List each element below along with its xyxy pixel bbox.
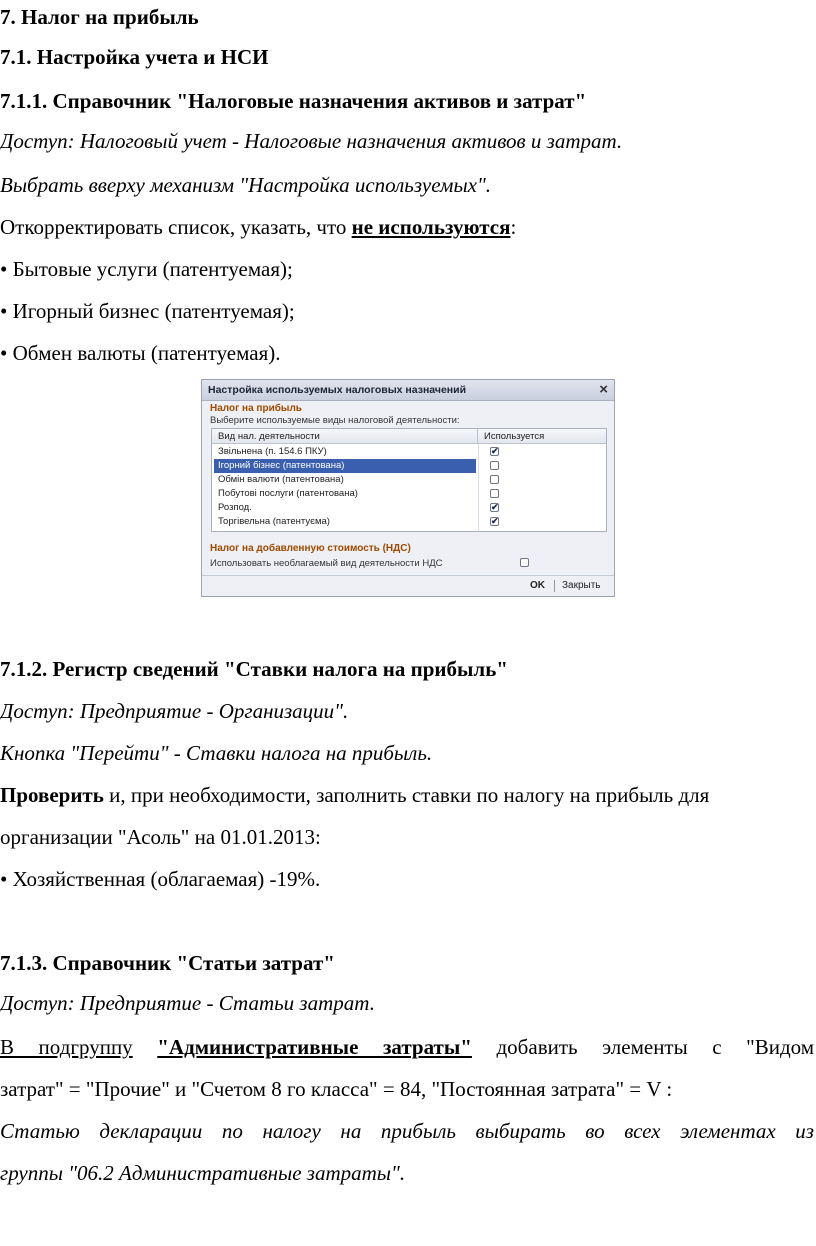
- used-checkbox[interactable]: [490, 489, 499, 498]
- correct-text-pre: Откорректировать список, указать, что: [0, 215, 352, 239]
- correct-text-emph: не используются: [351, 215, 511, 239]
- used-checkbox[interactable]: [490, 461, 499, 470]
- dialog-title: Настройка используемых налоговых назначений: [208, 384, 467, 396]
- table-row[interactable]: [212, 445, 606, 459]
- paragraph-italic-line: Статью декларации по налогу на прибыль выбирать во всех элементах из: [0, 1119, 814, 1143]
- row-label: Обмін валюти (патентована): [218, 474, 344, 485]
- access-text: Доступ: Налоговый учет - Налоговые назначения активов и затрат.: [0, 129, 623, 153]
- table-row[interactable]: [212, 501, 606, 515]
- used-checkbox[interactable]: ✔: [491, 502, 499, 512]
- paragraph-rest: добавить элементы с "Видом: [496, 1035, 815, 1059]
- bullet-item: • Игорный бизнес (патентуемая);: [0, 299, 295, 323]
- paragraph-underlined: В подгруппу: [0, 1035, 133, 1059]
- check-text-line2: организации "Асоль" на 01.01.2013:: [0, 825, 321, 849]
- used-checkbox[interactable]: [490, 475, 499, 484]
- correct-text: [0, 214, 516, 240]
- used-checkbox[interactable]: ✔: [491, 516, 499, 526]
- vat-option-checkbox[interactable]: [520, 558, 529, 567]
- table-row[interactable]: [212, 473, 606, 487]
- paragraph-italic-line: группы "06.2 Административные затраты".: [0, 1161, 406, 1185]
- heading-7-1-2: 7.1.2. Регистр сведений "Ставки налога на прибыль": [0, 657, 508, 681]
- bullet-item: • Обмен валюты (патентуемая).: [0, 341, 281, 365]
- row-label: Ігорний бізнес (патентована): [214, 459, 476, 473]
- ok-button[interactable]: OK: [530, 580, 545, 591]
- row-label: Розпод.: [218, 502, 252, 513]
- table-row[interactable]: [212, 515, 606, 529]
- close-icon[interactable]: ×: [599, 381, 608, 398]
- group-vat: Налог на добавленную стоимость (НДС): [210, 543, 411, 554]
- access-text: Доступ: Предприятие - Организации".: [0, 699, 349, 723]
- settings-dialog: [201, 379, 615, 597]
- tax-activity-table: [211, 428, 607, 532]
- dialog-hint: Выберите используемые виды налоговой деятельности:: [210, 415, 460, 426]
- dialog-titlebar: [202, 380, 614, 401]
- correct-text-post: :: [510, 215, 517, 239]
- button-text: Кнопка "Перейти" - Ставки налога на прибыль.: [0, 741, 433, 765]
- bullet-item: • Бытовые услуги (патентуемая);: [0, 257, 293, 281]
- access-text: Доступ: Предприятие - Статьи затрат.: [0, 991, 375, 1015]
- group-profit-tax: Налог на прибыль: [210, 403, 302, 414]
- table-row[interactable]: [212, 459, 606, 473]
- check-text-rest: и, при необходимости, заполнить ставки по налогу на прибыль для: [103, 783, 710, 807]
- footer-divider: [554, 580, 555, 592]
- paragraph-emph: "Административные затраты": [157, 1035, 472, 1059]
- table-row[interactable]: [212, 487, 606, 501]
- column-header-kind[interactable]: Вид нал. деятельности: [212, 429, 478, 444]
- column-header-used[interactable]: Используется: [478, 429, 606, 444]
- vat-option-label: Использовать необлагаемый вид деятельности НДС: [210, 558, 443, 569]
- subsection-title: 7.1. Настройка учета и НСИ: [0, 45, 269, 69]
- row-label: Торгівельна (патентуєма): [218, 516, 330, 527]
- used-checkbox[interactable]: ✔: [491, 446, 499, 456]
- choose-text: Выбрать вверху механизм "Настройка используемых".: [0, 173, 492, 197]
- row-label: Звільнена (п. 154.6 ПКУ): [218, 446, 327, 457]
- row-label: Побутові послуги (патентована): [218, 488, 358, 499]
- close-button[interactable]: Закрыть: [562, 580, 601, 591]
- heading-7-1-1: 7.1.1. Справочник "Налоговые назначения активов и затрат": [0, 89, 587, 113]
- heading-7-1-3: 7.1.3. Справочник "Статьи затрат": [0, 951, 335, 975]
- check-text: [0, 782, 709, 808]
- bullet-item: • Хозяйственная (облагаемая) -19%.: [0, 867, 321, 891]
- section-title: 7. Налог на прибыль: [0, 5, 199, 29]
- dialog-footer: [202, 575, 614, 597]
- paragraph-line: [0, 1034, 814, 1060]
- paragraph-line: затрат" = "Прочие" и "Счетом 8 го класса" = 84, "Постоянная затрата" = V :: [0, 1077, 673, 1101]
- check-text-emph: Проверить: [0, 783, 104, 807]
